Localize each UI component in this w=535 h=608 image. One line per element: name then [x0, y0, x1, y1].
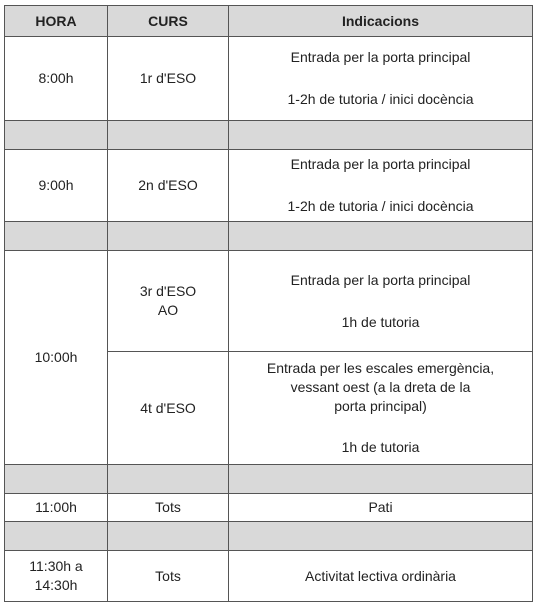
separator-row — [5, 222, 533, 251]
indicacio-line: 1-2h de tutoria / inici docència — [287, 91, 474, 107]
indicacio-line: 1-2h de tutoria / inici docència — [287, 198, 474, 214]
indicacio-line: Entrada per la porta principal — [290, 156, 471, 172]
header-curs: CURS — [108, 6, 229, 37]
header-row — [5, 6, 533, 37]
hora-cell — [5, 551, 108, 602]
curs-cell: Tots — [108, 551, 229, 602]
hora-cell: 9:00h — [5, 150, 108, 222]
curs-cell: Tots — [108, 494, 229, 522]
table-row — [5, 37, 533, 121]
indicacions-cell — [229, 352, 533, 465]
header-indicacions: Indicacions — [229, 6, 533, 37]
hora-cell: 8:00h — [5, 37, 108, 121]
separator-row — [5, 465, 533, 494]
indicacio-line: vessant oest (a la dreta de la — [290, 379, 471, 395]
indicacio-line: Entrada per la porta principal — [290, 271, 471, 288]
indicacio-line: Entrada per les escales emergència, — [266, 360, 495, 376]
table-row — [5, 551, 533, 602]
indicacions-cell: Pati — [229, 494, 533, 522]
indicacio-line: Entrada per la porta principal — [290, 49, 471, 65]
indicacions-cell: Activitat lectiva ordinària — [229, 551, 533, 602]
curs-cell: 2n d'ESO — [108, 150, 229, 222]
table-row — [5, 494, 533, 522]
table-row — [5, 150, 533, 222]
indicacions-cell — [229, 251, 533, 352]
header-hora: HORA — [5, 6, 108, 37]
curs-line: 3r d'ESO — [139, 283, 197, 299]
separator-row — [5, 522, 533, 551]
indicacions-cell — [229, 150, 533, 222]
curs-cell: 1r d'ESO — [108, 37, 229, 121]
separator-row — [5, 121, 533, 150]
curs-line: AO — [157, 302, 179, 318]
indicacio-line: 1h de tutoria — [341, 439, 420, 455]
table-row — [5, 251, 533, 352]
indicacio-line: 1h de tutoria — [341, 313, 420, 330]
hora-line: 11:30h a — [29, 558, 83, 574]
hora-line: 14:30h — [34, 577, 78, 593]
curs-cell — [108, 251, 229, 352]
indicacio-line: porta principal) — [334, 398, 427, 414]
curs-cell: 4t d'ESO — [108, 352, 229, 465]
hora-cell: 10:00h — [5, 251, 108, 465]
hora-cell: 11:00h — [5, 494, 108, 522]
indicacions-cell — [229, 37, 533, 121]
schedule-table — [4, 5, 533, 602]
